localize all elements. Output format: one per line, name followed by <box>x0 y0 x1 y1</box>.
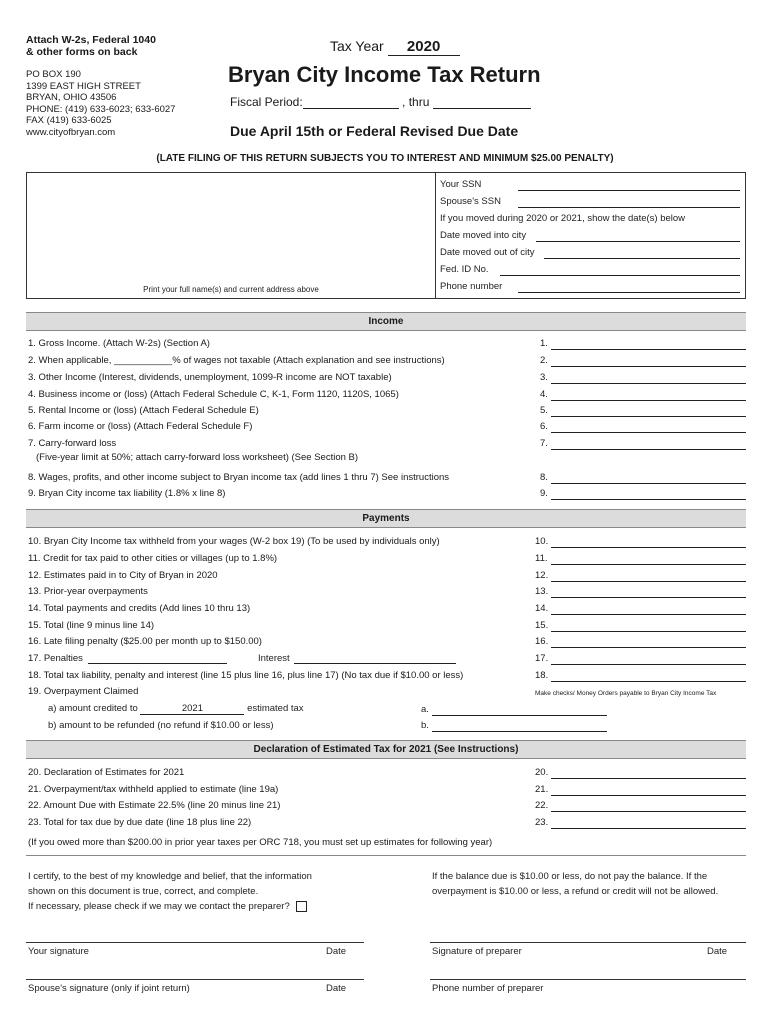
line-19b: b) amount to be refunded (no refund if $10.00 or less) <box>48 720 274 731</box>
line-number: 12. <box>535 570 549 581</box>
attach-note: Attach W-2s, Federal 1040 & other forms on back <box>26 34 156 58</box>
certification-text: I certify, to the best of my knowledge and belief, that the information shown on this document is true, correct, and complete. If necessary, please check if we may we contact the preparer? <box>28 871 312 912</box>
spouse-signature-line[interactable] <box>26 979 364 980</box>
line-number: 10. <box>535 536 549 547</box>
estimate-line-20: 20. Declaration of Estimates for 2021 <box>28 767 185 778</box>
divider <box>26 855 746 856</box>
line-number: 8. <box>540 472 548 483</box>
line-number: 17. <box>535 653 549 664</box>
preparer-signature-label: Signature of preparer <box>432 946 522 957</box>
payment-line-13-field[interactable] <box>551 587 746 598</box>
your-signature-line[interactable] <box>26 942 364 943</box>
payment-line-17: 17. Penalties <box>28 653 83 664</box>
tax-year: Tax Year 2020 <box>330 38 460 56</box>
spouse-signature-label: Spouse's signature (only if joint return) <box>28 983 190 994</box>
moved-in-field[interactable] <box>536 231 740 242</box>
payment-line-11-field[interactable] <box>551 554 746 565</box>
fiscal-period: Fiscal Period: , thru <box>230 95 531 109</box>
estimate-line-23-field[interactable] <box>551 818 746 829</box>
payment-line-14-field[interactable] <box>551 604 746 615</box>
contact-preparer-checkbox[interactable] <box>296 901 307 912</box>
income-line-5-field[interactable] <box>551 406 746 417</box>
payment-line-14: 14. Total payments and credits (Add lines 10 thru 13) <box>28 603 251 614</box>
estimate-line-20-field[interactable] <box>551 768 746 779</box>
line-number: 5. <box>540 405 548 416</box>
line-number: 16. <box>535 636 549 647</box>
income-line-1: 1. Gross Income. (Attach W-2s) (Section A) <box>28 338 210 349</box>
payment-line-18: 18. Total tax liability, penalty and interest (line 15 plus line 16, plus line 17) (No tax due if $10.00 or less) <box>28 670 464 681</box>
payment-line-12-field[interactable] <box>551 571 746 582</box>
estimate-line-22-field[interactable] <box>551 801 746 812</box>
line-number: 1. <box>540 338 548 349</box>
line-number: 13. <box>535 586 549 597</box>
income-line-1-field[interactable] <box>551 339 746 350</box>
line-number: 11. <box>535 553 548 564</box>
preparer-signature-line[interactable] <box>430 942 746 943</box>
your-signature-date-label: Date <box>326 946 347 957</box>
name-caption: Print your full name(s) and current address above <box>143 285 319 294</box>
spouse-date-label: Date <box>326 983 347 994</box>
balance-note: If the balance due is $10.00 or less, do not pay the balance. If the overpayment is $10.00 or less, a refund or credit will not be allowed. <box>432 871 719 897</box>
fiscal-period-end[interactable] <box>433 99 531 109</box>
line-19a: a) amount credited to 2021 estimated tax <box>48 703 304 714</box>
line-number: 15. <box>535 620 549 631</box>
payment-line-17-field[interactable] <box>551 654 746 665</box>
line-number: 23. <box>535 817 549 828</box>
line-number: 9. <box>540 488 548 499</box>
payment-line-19: 19. Overpayment Claimed <box>28 686 139 697</box>
estimate-line-23: 23. Total for tax due by due date (line 18 plus line 22) <box>28 817 252 828</box>
line-19a-year[interactable]: 2021 <box>140 703 244 715</box>
line-19b-field[interactable] <box>432 721 607 732</box>
interest-label: Interest <box>258 653 290 664</box>
payment-line-10: 10. Bryan City Income tax withheld from your wages (W-2 box 19) (To be used by individuals only) <box>28 536 440 547</box>
income-line-8: 8. Wages, profits, and other income subject to Bryan income tax (add lines 1 thru 7) See instructions <box>28 472 450 483</box>
income-line-4: 4. Business income or (loss) (Attach Federal Schedule C, K-1, Form 1120, 1120S, 1065) <box>28 389 399 400</box>
form-title: Bryan City Income Tax Return <box>228 62 541 87</box>
payment-line-18-field[interactable] <box>551 671 746 682</box>
payments-header: Payments <box>26 509 746 528</box>
make-checks-note: Make checks/ Money Orders payable to Bryan City Income Tax <box>535 690 717 697</box>
income-line-6: 6. Farm income or (loss) (Attach Federal Schedule F) <box>28 421 253 432</box>
tax-year-field[interactable]: 2020 <box>388 38 460 56</box>
your-signature-label: Your signature <box>28 946 89 957</box>
income-line-3: 3. Other Income (Interest, dividends, unemployment, 1099-R income are NOT taxable) <box>28 372 392 383</box>
income-header: Income <box>26 312 746 331</box>
line-number: 22. <box>535 800 549 811</box>
line-number: 7. <box>540 438 548 449</box>
line-number: 21. <box>535 784 549 795</box>
payment-line-15-field[interactable] <box>551 621 746 632</box>
fed-id-label: Fed. ID No. <box>440 264 489 275</box>
income-line-5: 5. Rental Income or (loss) (Attach Federal Schedule E) <box>28 405 259 416</box>
moved-out-label: Date moved out of city <box>440 247 535 258</box>
line-19a-num: a. <box>421 704 429 715</box>
line-number: 6. <box>540 421 548 432</box>
moved-out-field[interactable] <box>544 248 740 259</box>
estimate-line-21-field[interactable] <box>551 785 746 796</box>
estimate-note: (If you owed more than $200.00 in prior year taxes per ORC 718, you must set up estimates for following year) <box>28 837 493 848</box>
line-19a-field[interactable] <box>432 705 607 716</box>
city-address: PO BOX 190 1399 EAST HIGH STREET BRYAN, OHIO 43506 PHONE: (419) 633-6023; 633-6027 FAX (419) 633-6025 www.cityofbryan.com <box>26 69 176 138</box>
payment-line-16: 16. Late filing penalty ($25.00 per month up to $150.00) <box>28 636 262 647</box>
spouse-ssn-field[interactable] <box>518 197 740 208</box>
payment-line-16-field[interactable] <box>551 637 746 648</box>
line-number: 2. <box>540 355 548 366</box>
moved-note: If you moved during 2020 or 2021, show the date(s) below <box>440 213 686 224</box>
line-number: 3. <box>540 372 548 383</box>
income-line-9: 9. Bryan City income tax liability (1.8% x line 8) <box>28 488 226 499</box>
income-line-7: 7. Carry-forward loss <box>28 438 117 449</box>
ssn-label: Your SSN <box>440 179 482 190</box>
income-line-3-field[interactable] <box>551 373 746 384</box>
penalties-field[interactable] <box>88 653 227 664</box>
interest-field[interactable] <box>294 653 456 664</box>
payment-line-12: 12. Estimates paid in to City of Bryan in 2020 <box>28 570 218 581</box>
line-number: 14. <box>535 603 549 614</box>
late-filing-warning: (LATE FILING OF THIS RETURN SUBJECTS YOU TO INTEREST AND MINIMUM $25.00 PENALTY) <box>156 153 614 164</box>
estimate-line-21: 21. Overpayment/tax withheld applied to estimate (line 19a) <box>28 784 279 795</box>
payment-line-13: 13. Prior-year overpayments <box>28 586 148 597</box>
phone-label: Phone number <box>440 281 503 292</box>
income-line-2: 2. When applicable, ___________% of wages not taxable (Attach explanation and see instructions) <box>28 355 445 366</box>
phone-field[interactable] <box>518 282 740 293</box>
ssn-field[interactable] <box>518 180 740 191</box>
spouse-ssn-label: Spouse's SSN <box>440 196 501 207</box>
payment-line-10-field[interactable] <box>551 537 746 548</box>
name-address-area[interactable] <box>27 173 436 298</box>
payment-line-15: 15. Total (line 9 minus line 14) <box>28 620 155 631</box>
income-line-9-field[interactable] <box>551 489 746 500</box>
fed-id-field[interactable] <box>500 265 740 276</box>
line-number: 18. <box>535 670 549 681</box>
income-line-8-field[interactable] <box>551 473 746 484</box>
estimate-line-22: 22. Amount Due with Estimate 22.5% (line 20 minus line 21) <box>28 800 281 811</box>
payment-line-11: 11. Credit for tax paid to other cities or villages (up to 1.8%) <box>28 553 278 564</box>
moved-in-label: Date moved into city <box>440 230 527 241</box>
line-number: 20. <box>535 767 549 778</box>
estimated-tax-header: Declaration of Estimated Tax for 2021 (See Instructions) <box>26 740 746 759</box>
preparer-phone-line[interactable] <box>430 979 746 980</box>
income-line-2-field[interactable] <box>551 356 746 367</box>
preparer-date-label: Date <box>707 946 728 957</box>
income-line-6-field[interactable] <box>551 422 746 433</box>
line-19b-num: b. <box>421 720 429 731</box>
income-line-7-note: (Five-year limit at 50%; attach carry-forward loss worksheet) (See Section B) <box>36 452 359 463</box>
preparer-phone-label: Phone number of preparer <box>432 983 544 994</box>
income-line-7-field[interactable] <box>551 439 746 450</box>
income-line-4-field[interactable] <box>551 390 746 401</box>
fiscal-period-start[interactable] <box>303 99 399 109</box>
line-number: 4. <box>540 389 548 400</box>
due-date: Due April 15th or Federal Revised Due Date <box>230 123 519 139</box>
